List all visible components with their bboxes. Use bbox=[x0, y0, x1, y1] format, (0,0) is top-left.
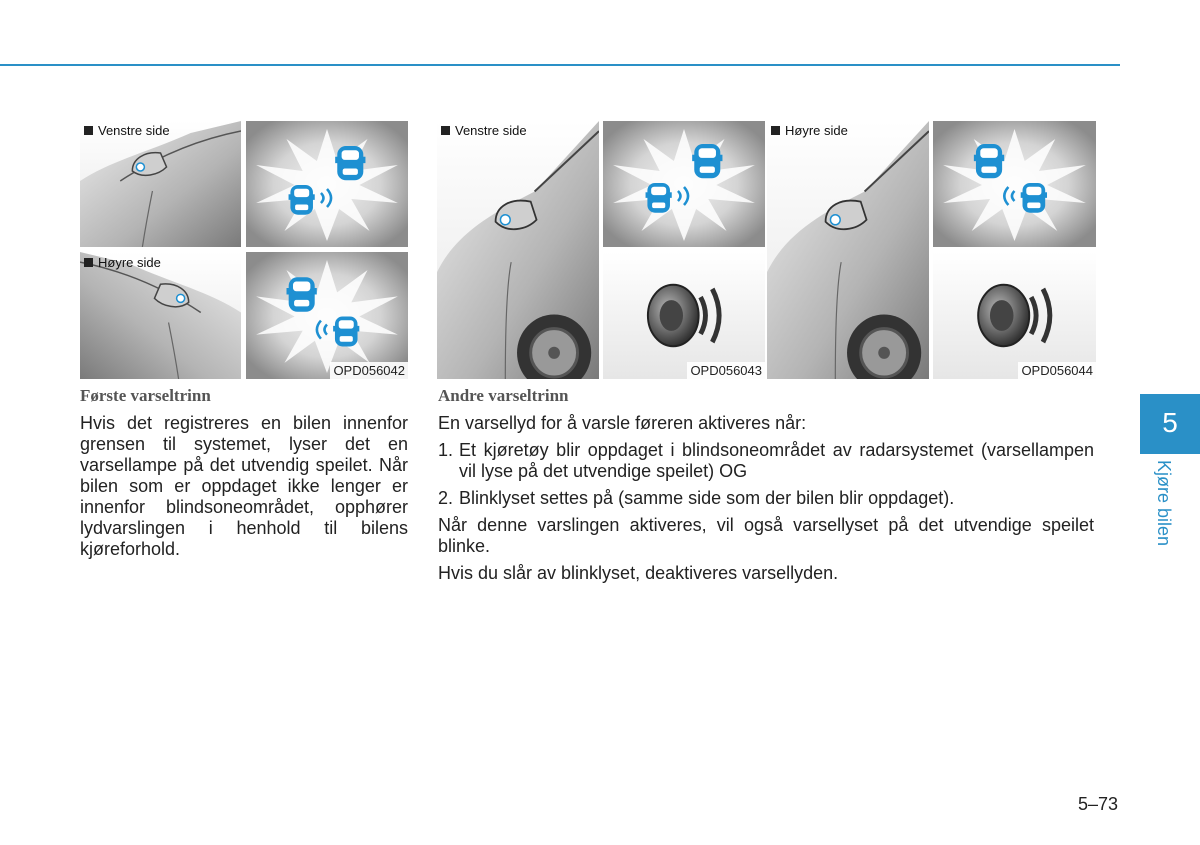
square-bullet-icon bbox=[84, 258, 93, 267]
list-text: Blinklyset settes på (samme side som der bilen blir oppdaget). bbox=[459, 488, 955, 508]
chapter-title: Kjøre bilen bbox=[1154, 460, 1174, 547]
label-right-side bbox=[771, 123, 848, 138]
list-text: Et kjøretøy blir oppdaget i blindsoneområdet av radarsystemet (varsellampen vil lyse på det utvendige speilet) OG bbox=[459, 440, 1094, 481]
label-text: Venstre side bbox=[455, 123, 527, 138]
list-item bbox=[438, 440, 1094, 482]
section-heading-first: Første varseltrinn bbox=[80, 386, 211, 405]
mirror-left-panel bbox=[80, 121, 241, 247]
radar-panel bbox=[933, 121, 1096, 247]
label-text: Høyre side bbox=[785, 123, 848, 138]
square-bullet-icon bbox=[441, 126, 450, 135]
figure-second-stage-right bbox=[767, 121, 1096, 379]
list-number: 2. bbox=[438, 488, 454, 508]
page-number: 5–73 bbox=[1078, 794, 1119, 814]
label-right-side bbox=[84, 255, 161, 270]
paragraph-first-stage: Hvis det registreres en bilen innenfor grensen til systemet, lyser det en varsellampe på det utvendig speilet. Når bilen som er oppdaget ikke lenger er innenfor blindsoneområdet, opphører lydvarslingen i henhold til bilens kjøreforhold. bbox=[80, 413, 408, 559]
label-text: Høyre side bbox=[98, 255, 161, 270]
car-front-right-panel bbox=[767, 121, 929, 379]
section-heading-second: Andre varseltrinn bbox=[438, 386, 569, 405]
figure-code: OPD056044 bbox=[1018, 362, 1096, 379]
paragraph-intro: En varsellyd for å varsle føreren aktiveres når: bbox=[438, 413, 807, 433]
square-bullet-icon bbox=[771, 126, 780, 135]
paragraph-activation: Når denne varslingen aktiveres, vil også varsellyset på det utvendige speilet blinke. bbox=[438, 515, 1094, 556]
radar-panel bbox=[603, 121, 765, 247]
label-left-side bbox=[84, 123, 170, 138]
figure-second-stage-left bbox=[437, 121, 765, 379]
figure-code: OPD056043 bbox=[687, 362, 765, 379]
header-rule bbox=[0, 64, 1120, 66]
label-left-side bbox=[441, 123, 527, 138]
speaker-panel bbox=[603, 252, 765, 379]
car-front-left-panel bbox=[437, 121, 599, 379]
paragraph-deactivation: Hvis du slår av blinklyset, deaktiveres varsellyden. bbox=[438, 563, 839, 583]
chapter-number-tab: 5 bbox=[1140, 394, 1200, 454]
figure-code: OPD056042 bbox=[330, 362, 408, 379]
list-number: 1. bbox=[438, 440, 454, 460]
label-text: Venstre side bbox=[98, 123, 170, 138]
speaker-panel bbox=[933, 252, 1096, 379]
radar-left-panel bbox=[246, 121, 408, 247]
square-bullet-icon bbox=[84, 126, 93, 135]
figure-first-stage bbox=[80, 121, 408, 379]
mirror-right-panel bbox=[80, 252, 241, 379]
list-item bbox=[438, 488, 1094, 509]
radar-right-panel bbox=[246, 252, 408, 379]
